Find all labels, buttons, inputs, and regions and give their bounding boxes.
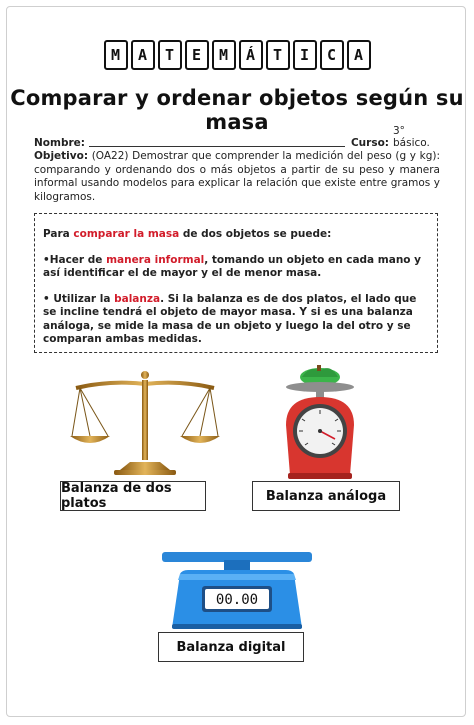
title-letter: Á [239, 40, 263, 70]
info-item1-highlight: manera informal [106, 253, 205, 266]
info-item-informal [43, 254, 429, 281]
page-subtitle: Comparar y ordenar objetos según su masa [10, 86, 464, 134]
analog-scale-label: Balanza análoga [252, 481, 400, 511]
objective-paragraph [34, 150, 440, 204]
info-item2-suffix: . Si la balanza es de dos platos, el lado que se incline tendrá el objeto de mayor masa. Y si es una balanza análoga, se mide la masa de un objeto y luego la del otro y se comparan ambas medidas. [43, 292, 417, 345]
title-letter: E [185, 40, 209, 70]
info-intro-suffix: de dos objetos se puede: [179, 228, 332, 240]
name-label: Nombre: [34, 137, 85, 149]
title-letter: A [347, 40, 371, 70]
student-line [34, 125, 444, 149]
digital-display-readout: 00.00 [215, 592, 259, 608]
info-item2-highlight: balanza [114, 292, 161, 305]
course-label: Curso: [350, 137, 389, 149]
title-letter: I [293, 40, 317, 70]
title-letters [0, 40, 474, 70]
course-value: 3° básico. [393, 125, 430, 149]
info-intro-highlight: comparar la masa [73, 228, 180, 240]
info-item1-suffix: , tomando un objeto en cada mano y así identificar el de mayor y el de menor masa. [43, 253, 422, 279]
two-pan-balance-illustration [70, 370, 220, 476]
objective-label: Objetivo: [34, 150, 89, 162]
digital-scale-illustration [162, 552, 312, 630]
name-field[interactable] [89, 136, 345, 147]
title-letter: M [104, 40, 128, 70]
two-pan-balance-label: Balanza de dos platos [60, 481, 206, 511]
info-box [34, 213, 438, 353]
title-letter: M [212, 40, 236, 70]
info-item2-prefix: • Utilizar la [43, 292, 115, 305]
title-letter: T [158, 40, 182, 70]
objective-text: (OA22) Demostrar que comprender la medición del peso (g y kg): comparando y ordenando dos o más objetos a partir de su peso y manera informal usando modelos para explicar la relación que existe entre gramos y kilogramos. [34, 150, 440, 203]
analog-scale-illustration [280, 365, 360, 483]
title-letter: C [320, 40, 344, 70]
info-intro-prefix: Para [43, 228, 74, 240]
digital-scale-label: Balanza digital [158, 632, 304, 662]
title-letter: T [266, 40, 290, 70]
info-intro [43, 228, 429, 242]
title-letter: A [131, 40, 155, 70]
info-item-balance [43, 293, 429, 347]
info-item1-prefix: •Hacer de [43, 253, 107, 266]
